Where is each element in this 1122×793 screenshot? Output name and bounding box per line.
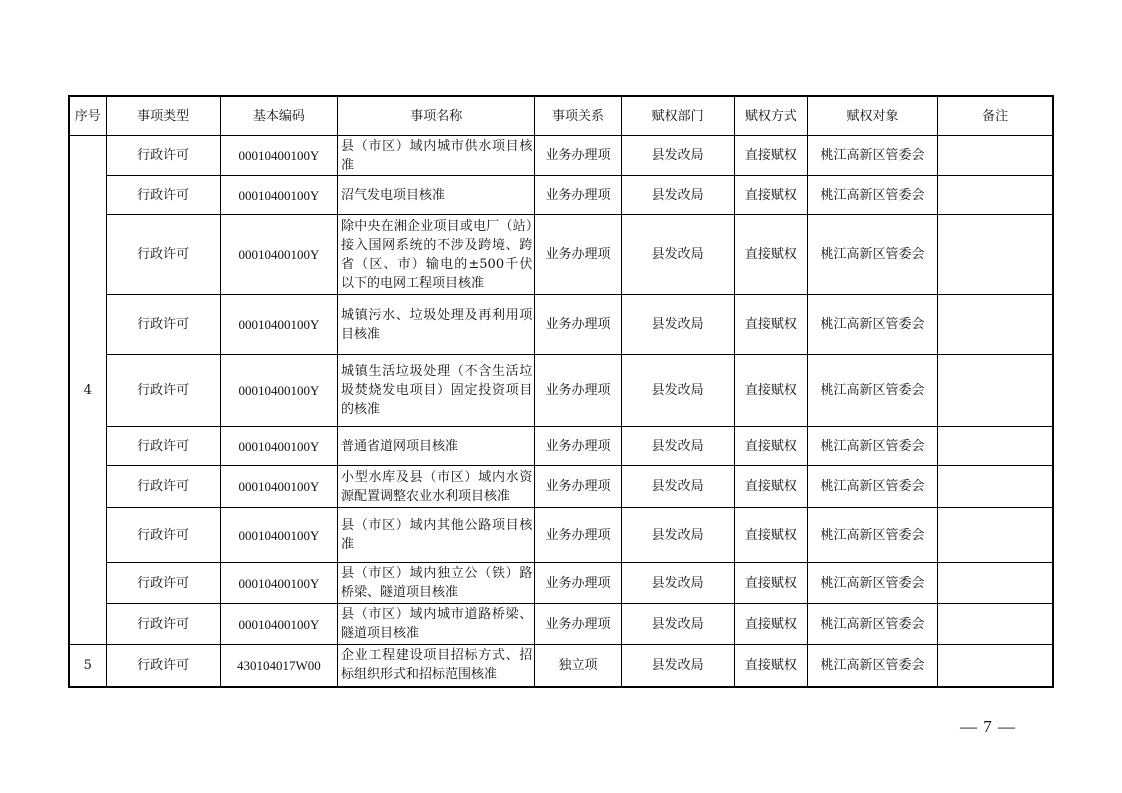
- table-row: [69, 355, 1053, 427]
- table-row: [69, 563, 1053, 604]
- target-cell: 桃江高新区管委会: [807, 508, 937, 563]
- department-cell: 县发改局: [621, 215, 734, 295]
- method-cell: 直接赋权: [734, 604, 807, 645]
- code-cell: 00010400100Y: [220, 355, 337, 427]
- type-cell: 行政许可: [106, 604, 220, 645]
- code-cell: 00010400100Y: [220, 215, 337, 295]
- relation-cell: 业务办理项: [535, 427, 621, 466]
- code-cell: 00010400100Y: [220, 466, 337, 508]
- table-row: [69, 508, 1053, 563]
- header-target: 赋权对象: [807, 96, 937, 136]
- code-cell: 00010400100Y: [220, 136, 337, 176]
- target-cell: 桃江高新区管委会: [807, 427, 937, 466]
- relation-cell: 业务办理项: [535, 466, 621, 508]
- relation-cell: 独立项: [535, 645, 621, 687]
- table-row: [69, 645, 1053, 687]
- header-note: 备注: [938, 96, 1053, 136]
- name-cell: 普通省道网项目核准: [338, 427, 535, 466]
- relation-cell: 业务办理项: [535, 136, 621, 176]
- relation-cell: 业务办理项: [535, 295, 621, 355]
- document-table-container: [68, 95, 1054, 688]
- method-cell: 直接赋权: [734, 355, 807, 427]
- note-cell: [938, 136, 1053, 176]
- header-department: 赋权部门: [621, 96, 734, 136]
- department-cell: 县发改局: [621, 563, 734, 604]
- department-cell: 县发改局: [621, 136, 734, 176]
- note-cell: [938, 645, 1053, 687]
- method-cell: 直接赋权: [734, 466, 807, 508]
- name-cell: 县（市区）域内其他公路项目核准: [338, 508, 535, 563]
- name-cell: 县（市区）域内城市供水项目核准: [338, 136, 535, 176]
- header-type: 事项类型: [106, 96, 220, 136]
- header-relation: 事项关系: [535, 96, 621, 136]
- relation-cell: 业务办理项: [535, 176, 621, 215]
- method-cell: 直接赋权: [734, 215, 807, 295]
- type-cell: 行政许可: [106, 176, 220, 215]
- name-cell: 除中央在湘企业项目或电厂（站）接入国网系统的不涉及跨境、跨省（区、市）输电的±500千伏以下的电网工程项目核准: [338, 215, 535, 295]
- table-row: [69, 136, 1053, 176]
- note-cell: [938, 466, 1053, 508]
- type-cell: 行政许可: [106, 136, 220, 176]
- target-cell: 桃江高新区管委会: [807, 136, 937, 176]
- code-cell: 00010400100Y: [220, 427, 337, 466]
- table-row: [69, 295, 1053, 355]
- department-cell: 县发改局: [621, 355, 734, 427]
- header-code: 基本编码: [220, 96, 337, 136]
- department-cell: 县发改局: [621, 466, 734, 508]
- note-cell: [938, 355, 1053, 427]
- name-cell: 城镇生活垃圾处理（不含生活垃圾焚烧发电项目）固定投资项目的核准: [338, 355, 535, 427]
- target-cell: 桃江高新区管委会: [807, 215, 937, 295]
- table-row: [69, 176, 1053, 215]
- department-cell: 县发改局: [621, 176, 734, 215]
- note-cell: [938, 563, 1053, 604]
- department-cell: 县发改局: [621, 508, 734, 563]
- code-cell: 00010400100Y: [220, 176, 337, 215]
- type-cell: 行政许可: [106, 427, 220, 466]
- code-cell: 00010400100Y: [220, 295, 337, 355]
- note-cell: [938, 295, 1053, 355]
- method-cell: 直接赋权: [734, 427, 807, 466]
- department-cell: 县发改局: [621, 295, 734, 355]
- target-cell: 桃江高新区管委会: [807, 355, 937, 427]
- note-cell: [938, 215, 1053, 295]
- header-seq: 序号: [69, 96, 106, 136]
- name-cell: 县（市区）域内城市道路桥梁、隧道项目核准: [338, 604, 535, 645]
- table-row: [69, 215, 1053, 295]
- relation-cell: 业务办理项: [535, 215, 621, 295]
- target-cell: 桃江高新区管委会: [807, 563, 937, 604]
- name-cell: 县（市区）域内独立公（铁）路桥梁、隧道项目核准: [338, 563, 535, 604]
- note-cell: [938, 427, 1053, 466]
- code-cell: 430104017W00: [220, 645, 337, 687]
- department-cell: 县发改局: [621, 645, 734, 687]
- relation-cell: 业务办理项: [535, 355, 621, 427]
- code-cell: 00010400100Y: [220, 563, 337, 604]
- department-cell: 县发改局: [621, 427, 734, 466]
- type-cell: 行政许可: [106, 295, 220, 355]
- type-cell: 行政许可: [106, 215, 220, 295]
- note-cell: [938, 508, 1053, 563]
- target-cell: 桃江高新区管委会: [807, 645, 937, 687]
- target-cell: 桃江高新区管委会: [807, 295, 937, 355]
- table-row: [69, 427, 1053, 466]
- name-cell: 沼气发电项目核准: [338, 176, 535, 215]
- method-cell: 直接赋权: [734, 136, 807, 176]
- relation-cell: 业务办理项: [535, 563, 621, 604]
- code-cell: 00010400100Y: [220, 508, 337, 563]
- method-cell: 直接赋权: [734, 176, 807, 215]
- method-cell: 直接赋权: [734, 508, 807, 563]
- name-cell: 城镇污水、垃圾处理及再利用项目核准: [338, 295, 535, 355]
- relation-cell: 业务办理项: [535, 508, 621, 563]
- target-cell: 桃江高新区管委会: [807, 466, 937, 508]
- type-cell: 行政许可: [106, 508, 220, 563]
- name-cell: 小型水库及县（市区）域内水资源配置调整农业水利项目核准: [338, 466, 535, 508]
- header-name: 事项名称: [338, 96, 535, 136]
- note-cell: [938, 176, 1053, 215]
- seq-cell: 4: [69, 136, 106, 645]
- relation-cell: 业务办理项: [535, 604, 621, 645]
- page-number: — 7 —: [960, 717, 1016, 736]
- code-cell: 00010400100Y: [220, 604, 337, 645]
- method-cell: 直接赋权: [734, 563, 807, 604]
- authorization-items-table: [68, 95, 1054, 688]
- type-cell: 行政许可: [106, 645, 220, 687]
- name-cell: 企业工程建设项目招标方式、招标组织形式和招标范围核准: [338, 645, 535, 687]
- method-cell: 直接赋权: [734, 645, 807, 687]
- table-row: [69, 604, 1053, 645]
- header-method: 赋权方式: [734, 96, 807, 136]
- table-row: [69, 466, 1053, 508]
- type-cell: 行政许可: [106, 563, 220, 604]
- method-cell: 直接赋权: [734, 295, 807, 355]
- type-cell: 行政许可: [106, 466, 220, 508]
- target-cell: 桃江高新区管委会: [807, 176, 937, 215]
- department-cell: 县发改局: [621, 604, 734, 645]
- table-header-row: [69, 96, 1053, 136]
- note-cell: [938, 604, 1053, 645]
- seq-cell: 5: [69, 645, 106, 687]
- type-cell: 行政许可: [106, 355, 220, 427]
- target-cell: 桃江高新区管委会: [807, 604, 937, 645]
